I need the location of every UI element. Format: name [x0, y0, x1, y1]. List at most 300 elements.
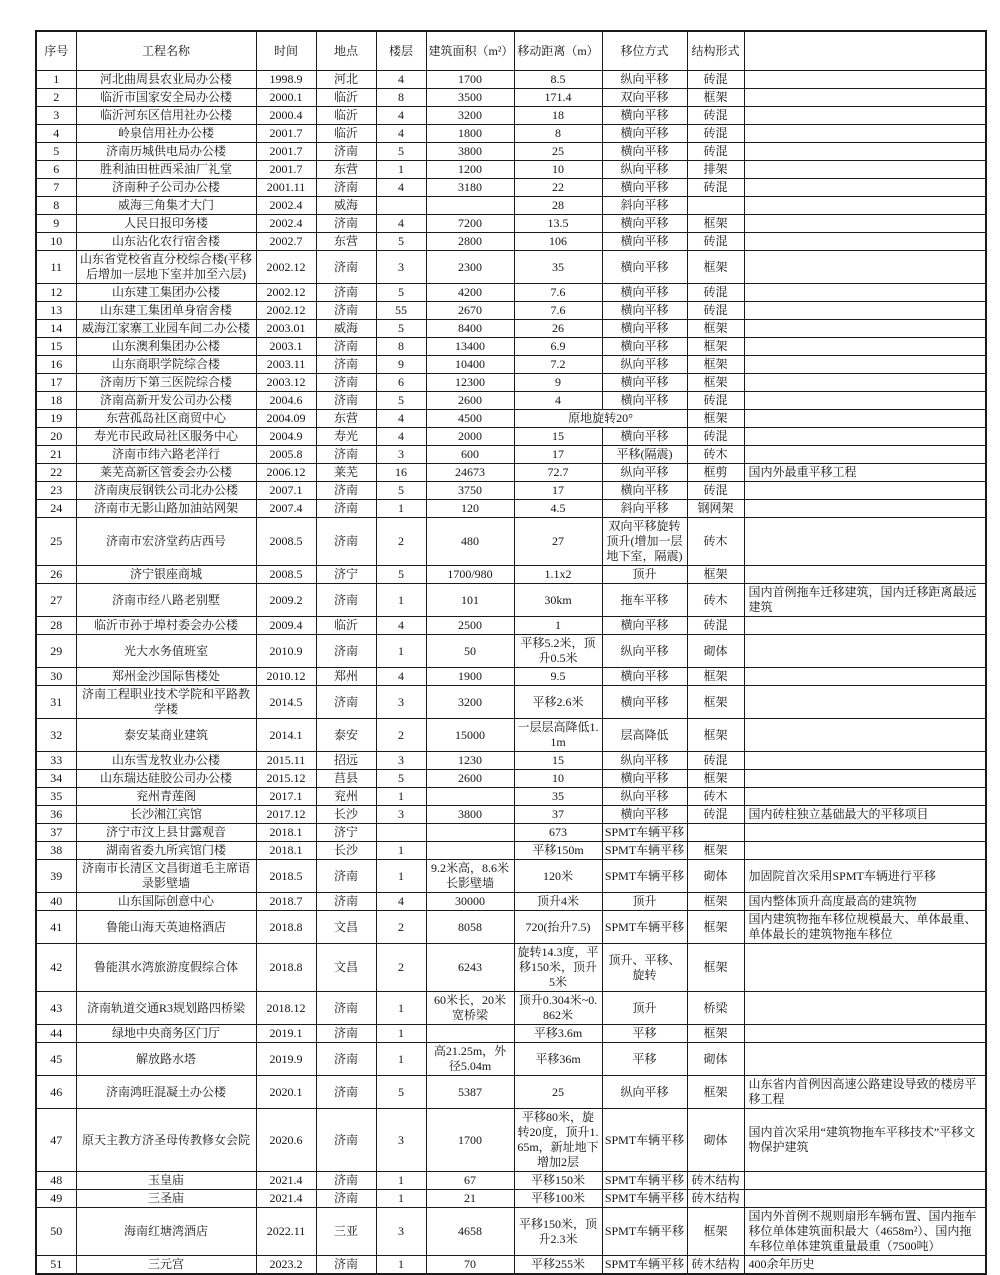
cell-name: 临沂市孙于埠村委会办公楼 [76, 617, 256, 635]
cell-floors: 1 [376, 1172, 426, 1190]
cell-name: 济南市长清区文昌街道毛主席语录影壁墙 [76, 860, 256, 893]
cell-name: 临沂河东区信用社办公楼 [76, 107, 256, 125]
cell-note: 国内外最重平移工程 [744, 464, 986, 482]
cell-distance: 30km [514, 584, 602, 617]
cell-method: 纵向平移 [602, 71, 687, 89]
cell-method: 横向平移 [602, 143, 687, 161]
cell-no: 22 [36, 464, 76, 482]
cell-no: 9 [36, 215, 76, 233]
cell-no: 37 [36, 824, 76, 842]
cell-method: 纵向平移 [602, 464, 687, 482]
cell-area [426, 842, 514, 860]
cell-place: 济宁 [316, 566, 376, 584]
cell-note: 国内首次采用“建筑物拖车平移技术”平移文物保护建筑 [744, 1109, 986, 1172]
cell-structure: 框架 [687, 686, 744, 719]
cell-distance: 1.1x2 [514, 566, 602, 584]
cell-no: 39 [36, 860, 76, 893]
cell-distance: 顶升0.304米~0.862米 [514, 992, 602, 1025]
cell-place: 济南 [316, 635, 376, 668]
cell-method: 顶升 [602, 992, 687, 1025]
cell-structure: 框架 [687, 842, 744, 860]
cell-floors: 5 [376, 143, 426, 161]
cell-structure: 框架 [687, 719, 744, 752]
cell-place: 济南 [316, 860, 376, 893]
cell-time: 2018.7 [256, 893, 316, 911]
cell-time: 2004.09 [256, 410, 316, 428]
cell-distance: 平移5.2米，顶升0.5米 [514, 635, 602, 668]
cell-time: 2002.7 [256, 233, 316, 251]
cell-floors: 2 [376, 518, 426, 566]
cell-distance: 26 [514, 320, 602, 338]
cell-area: 10400 [426, 356, 514, 374]
cell-time: 2002.12 [256, 284, 316, 302]
cell-time: 2003.1 [256, 338, 316, 356]
cell-name: 东营孤岛社区商贸中心 [76, 410, 256, 428]
cell-name: 山东省党校省直分校综合楼(平移后增加一层地下室并加至六层) [76, 251, 256, 284]
cell-floors: 5 [376, 566, 426, 584]
cell-place: 济南 [316, 1025, 376, 1043]
cell-no: 33 [36, 752, 76, 770]
cell-area: 高21.25m，外径5.04m [426, 1043, 514, 1076]
cell-method: 纵向平移 [602, 788, 687, 806]
cell-distance: 平移36m [514, 1043, 602, 1076]
cell-note: 加固院首次采用SPMT车辆进行平移 [744, 860, 986, 893]
cell-time: 2007.4 [256, 500, 316, 518]
cell-place: 济南 [316, 338, 376, 356]
cell-distance: 平移2.6米 [514, 686, 602, 719]
cell-floors: 5 [376, 284, 426, 302]
cell-method: 横向平移 [602, 233, 687, 251]
cell-no: 2 [36, 89, 76, 107]
cell-distance: 673 [514, 824, 602, 842]
table-row [36, 446, 986, 464]
cell-note [744, 842, 986, 860]
table-row [36, 668, 986, 686]
cell-method: 顶升 [602, 893, 687, 911]
cell-method: SPMT车辆平移 [602, 1190, 687, 1208]
cell-name: 莱芜高新区管委会办公楼 [76, 464, 256, 482]
cell-no: 19 [36, 410, 76, 428]
cell-structure: 框架 [687, 893, 744, 911]
cell-place: 招远 [316, 752, 376, 770]
cell-floors: 1 [376, 860, 426, 893]
cell-place: 济南 [316, 500, 376, 518]
col-header-place: 地点 [316, 31, 376, 71]
cell-area [426, 197, 514, 215]
cell-note [744, 1043, 986, 1076]
cell-time: 2019.9 [256, 1043, 316, 1076]
cell-floors: 4 [376, 668, 426, 686]
cell-note [744, 518, 986, 566]
cell-note [744, 89, 986, 107]
cell-no: 21 [36, 446, 76, 464]
table-row [36, 686, 986, 719]
cell-area: 12300 [426, 374, 514, 392]
cell-name: 玉皇庙 [76, 1172, 256, 1190]
cell-time: 2020.1 [256, 1076, 316, 1109]
cell-name: 河北曲周县农业局办公楼 [76, 71, 256, 89]
table-row [36, 143, 986, 161]
cell-distance: 106 [514, 233, 602, 251]
cell-structure: 砌体 [687, 860, 744, 893]
cell-area: 3800 [426, 143, 514, 161]
cell-method: SPMT车辆平移 [602, 860, 687, 893]
cell-distance: 9 [514, 374, 602, 392]
cell-place: 莱芜 [316, 464, 376, 482]
cell-distance: 6.9 [514, 338, 602, 356]
table-row [36, 1172, 986, 1190]
cell-floors: 1 [376, 161, 426, 179]
cell-distance: 17 [514, 446, 602, 464]
cell-distance: 35 [514, 251, 602, 284]
cell-note [744, 356, 986, 374]
cell-time: 2002.4 [256, 215, 316, 233]
cell-note [744, 233, 986, 251]
cell-distance: 120米 [514, 860, 602, 893]
cell-area: 2600 [426, 770, 514, 788]
col-header-structure: 结构形式 [687, 31, 744, 71]
cell-note [744, 992, 986, 1025]
cell-distance: 7.2 [514, 356, 602, 374]
col-header-floors: 楼层 [376, 31, 426, 71]
cell-floors: 3 [376, 446, 426, 464]
cell-place: 长沙 [316, 842, 376, 860]
cell-area [426, 788, 514, 806]
cell-no: 4 [36, 125, 76, 143]
cell-distance: 10 [514, 161, 602, 179]
table-row [36, 860, 986, 893]
cell-structure: 框架 [687, 320, 744, 338]
cell-no: 51 [36, 1256, 76, 1275]
table-row [36, 89, 986, 107]
cell-place: 济南 [316, 893, 376, 911]
cell-area [426, 824, 514, 842]
cell-floors: 9 [376, 356, 426, 374]
cell-area: 101 [426, 584, 514, 617]
cell-structure: 框架 [687, 944, 744, 992]
col-header-time: 时间 [256, 31, 316, 71]
cell-no: 10 [36, 233, 76, 251]
cell-name: 郑州金沙国际售楼处 [76, 668, 256, 686]
cell-place: 济南 [316, 584, 376, 617]
cell-no: 44 [36, 1025, 76, 1043]
cell-time: 2018.5 [256, 860, 316, 893]
cell-note [744, 668, 986, 686]
cell-floors: 3 [376, 251, 426, 284]
cell-distance: 72.7 [514, 464, 602, 482]
cell-floors: 1 [376, 1256, 426, 1275]
cell-floors: 5 [376, 392, 426, 410]
cell-time: 2014.1 [256, 719, 316, 752]
cell-area: 1700 [426, 71, 514, 89]
cell-note [744, 770, 986, 788]
cell-note [744, 752, 986, 770]
cell-floors: 8 [376, 89, 426, 107]
cell-distance: 10 [514, 770, 602, 788]
cell-method: SPMT车辆平移 [602, 1208, 687, 1256]
cell-floors: 8 [376, 338, 426, 356]
cell-place: 济南 [316, 1172, 376, 1190]
cell-floors: 2 [376, 911, 426, 944]
cell-area: 13400 [426, 338, 514, 356]
cell-distance: 27 [514, 518, 602, 566]
cell-no: 15 [36, 338, 76, 356]
cell-area: 8400 [426, 320, 514, 338]
cell-time: 2015.12 [256, 770, 316, 788]
cell-place: 济南 [316, 1043, 376, 1076]
cell-structure: 砖混 [687, 806, 744, 824]
cell-note [744, 566, 986, 584]
cell-structure: 框架 [687, 338, 744, 356]
cell-no: 5 [36, 143, 76, 161]
cell-no: 1 [36, 71, 76, 89]
cell-method: SPMT车辆平移 [602, 842, 687, 860]
cell-note [744, 1190, 986, 1208]
cell-place: 临沂 [316, 617, 376, 635]
table-row [36, 374, 986, 392]
cell-time: 2017.12 [256, 806, 316, 824]
cell-no: 50 [36, 1208, 76, 1256]
cell-floors: 1 [376, 1025, 426, 1043]
cell-floors: 4 [376, 893, 426, 911]
cell-note [744, 788, 986, 806]
cell-time: 2004.9 [256, 428, 316, 446]
cell-time: 2022.11 [256, 1208, 316, 1256]
cell-distance: 原地旋转20° [514, 410, 687, 428]
cell-structure: 框架 [687, 215, 744, 233]
table-row [36, 1208, 986, 1256]
cell-distance: 平移150米 [514, 1172, 602, 1190]
cell-structure: 框架 [687, 1076, 744, 1109]
table-row [36, 806, 986, 824]
cell-no: 27 [36, 584, 76, 617]
cell-area: 2800 [426, 233, 514, 251]
cell-time: 2008.5 [256, 566, 316, 584]
cell-method: 平移(隔震) [602, 446, 687, 464]
cell-time: 2004.6 [256, 392, 316, 410]
table-row [36, 338, 986, 356]
cell-structure: 砖混 [687, 752, 744, 770]
cell-area: 600 [426, 446, 514, 464]
cell-structure: 砖混 [687, 71, 744, 89]
table-row [36, 635, 986, 668]
cell-area: 67 [426, 1172, 514, 1190]
cell-place: 临沂 [316, 125, 376, 143]
cell-distance: 171.4 [514, 89, 602, 107]
cell-time: 2002.12 [256, 302, 316, 320]
cell-place: 泰安 [316, 719, 376, 752]
table-row [36, 770, 986, 788]
table-row [36, 944, 986, 992]
cell-place: 郑州 [316, 668, 376, 686]
cell-note: 山东省内首例因高速公路建设导致的楼房平移工程 [744, 1076, 986, 1109]
cell-structure: 砖混 [687, 392, 744, 410]
cell-distance: 25 [514, 143, 602, 161]
cell-floors: 55 [376, 302, 426, 320]
cell-name: 岭泉信用社办公楼 [76, 125, 256, 143]
cell-structure: 砖混 [687, 284, 744, 302]
cell-name: 济南市无影山路加油站网架 [76, 500, 256, 518]
cell-distance: 15 [514, 428, 602, 446]
cell-floors: 1 [376, 635, 426, 668]
cell-place: 济南 [316, 356, 376, 374]
cell-floors: 16 [376, 464, 426, 482]
cell-place: 文昌 [316, 911, 376, 944]
cell-time: 2018.8 [256, 911, 316, 944]
cell-area: 21 [426, 1190, 514, 1208]
cell-time: 2000.4 [256, 107, 316, 125]
cell-area: 1200 [426, 161, 514, 179]
cell-distance: 9.5 [514, 668, 602, 686]
cell-structure: 砖混 [687, 428, 744, 446]
cell-no: 42 [36, 944, 76, 992]
cell-structure: 框架 [687, 668, 744, 686]
cell-area: 8058 [426, 911, 514, 944]
cell-area: 7200 [426, 215, 514, 233]
cell-floors [376, 197, 426, 215]
cell-place: 济南 [316, 251, 376, 284]
cell-distance: 4.5 [514, 500, 602, 518]
cell-note: 国内首例拖车迁移建筑，国内迁移距离最远建筑 [744, 584, 986, 617]
cell-structure: 砖木 [687, 446, 744, 464]
cell-floors: 1 [376, 1190, 426, 1208]
cell-time: 2007.1 [256, 482, 316, 500]
cell-floors: 4 [376, 107, 426, 125]
cell-name: 济南历城供电局办公楼 [76, 143, 256, 161]
cell-time: 2001.7 [256, 143, 316, 161]
cell-area: 1900 [426, 668, 514, 686]
cell-structure: 框架 [687, 410, 744, 428]
cell-no: 6 [36, 161, 76, 179]
cell-time: 2018.1 [256, 824, 316, 842]
cell-area: 2670 [426, 302, 514, 320]
cell-floors: 4 [376, 428, 426, 446]
cell-name: 兖州青莲阁 [76, 788, 256, 806]
cell-no: 26 [36, 566, 76, 584]
cell-method: 横向平移 [602, 251, 687, 284]
table-row [36, 893, 986, 911]
cell-distance: 旋转14.3度，平移150米，顶升5米 [514, 944, 602, 992]
cell-place: 济南 [316, 1109, 376, 1172]
cell-name: 鲁能山海天英迪格酒店 [76, 911, 256, 944]
cell-distance: 37 [514, 806, 602, 824]
cell-name: 济南高新开发公司办公楼 [76, 392, 256, 410]
cell-floors: 4 [376, 179, 426, 197]
cell-area: 480 [426, 518, 514, 566]
cell-no: 41 [36, 911, 76, 944]
cell-area: 4500 [426, 410, 514, 428]
cell-name: 山东建工集团办公楼 [76, 284, 256, 302]
cell-area: 1700 [426, 1109, 514, 1172]
cell-time: 2015.11 [256, 752, 316, 770]
cell-name: 济南种子公司办公楼 [76, 179, 256, 197]
table-row [36, 788, 986, 806]
cell-name: 山东澳利集团办公楼 [76, 338, 256, 356]
cell-time: 2001.7 [256, 161, 316, 179]
cell-no: 18 [36, 392, 76, 410]
cell-no: 45 [36, 1043, 76, 1076]
cell-area: 24673 [426, 464, 514, 482]
cell-distance: 18 [514, 107, 602, 125]
cell-method: 横向平移 [602, 686, 687, 719]
cell-floors: 5 [376, 482, 426, 500]
cell-time: 2009.4 [256, 617, 316, 635]
cell-floors: 4 [376, 71, 426, 89]
table-row [36, 584, 986, 617]
cell-method: 横向平移 [602, 338, 687, 356]
table-row [36, 617, 986, 635]
cell-floors: 1 [376, 992, 426, 1025]
cell-name: 胜利油田桩西采油厂礼堂 [76, 161, 256, 179]
cell-place: 临沂 [316, 107, 376, 125]
cell-structure: 钢网架 [687, 500, 744, 518]
cell-place: 济南 [316, 143, 376, 161]
cell-area: 1700/980 [426, 566, 514, 584]
cell-time: 2009.2 [256, 584, 316, 617]
table-row [36, 197, 986, 215]
cell-floors: 3 [376, 1109, 426, 1172]
cell-place: 东营 [316, 233, 376, 251]
table-row [36, 302, 986, 320]
cell-no: 38 [36, 842, 76, 860]
cell-place: 济南 [316, 392, 376, 410]
cell-place: 济南 [316, 1256, 376, 1275]
cell-method: 横向平移 [602, 107, 687, 125]
table-row [36, 1109, 986, 1172]
cell-place: 济南 [316, 482, 376, 500]
cell-name: 光大水务值班室 [76, 635, 256, 668]
cell-floors: 5 [376, 770, 426, 788]
cell-no: 30 [36, 668, 76, 686]
cell-note [744, 302, 986, 320]
cell-note [744, 161, 986, 179]
cell-no: 48 [36, 1172, 76, 1190]
cell-name: 山东雪龙牧业办公楼 [76, 752, 256, 770]
cell-structure: 框架 [687, 911, 744, 944]
cell-distance: 7.6 [514, 302, 602, 320]
col-header-method: 移位方式 [602, 31, 687, 71]
cell-note: 国内外首例不规则扇形车辆布置、国内拖车移位单体建筑面积最大（4658m²）、国内拖车移位单体建筑重量最重（7500吨） [744, 1208, 986, 1256]
cell-name: 济南市纬六路老洋行 [76, 446, 256, 464]
cell-distance: 4 [514, 392, 602, 410]
cell-note: 国内整体顶升高度最高的建筑物 [744, 893, 986, 911]
col-header-no: 序号 [36, 31, 76, 71]
table-row [36, 215, 986, 233]
cell-no: 23 [36, 482, 76, 500]
cell-area: 120 [426, 500, 514, 518]
cell-floors: 3 [376, 752, 426, 770]
cell-method: 横向平移 [602, 392, 687, 410]
cell-note [744, 410, 986, 428]
cell-method: 拖车平移 [602, 584, 687, 617]
table-row [36, 179, 986, 197]
cell-floors [376, 824, 426, 842]
cell-structure: 砖木 [687, 584, 744, 617]
cell-no: 12 [36, 284, 76, 302]
cell-note [744, 215, 986, 233]
cell-method: 横向平移 [602, 215, 687, 233]
table-row [36, 500, 986, 518]
cell-name: 海南红塘湾酒店 [76, 1208, 256, 1256]
cell-structure: 砌体 [687, 1109, 744, 1172]
cell-no: 47 [36, 1109, 76, 1172]
cell-structure: 砖混 [687, 302, 744, 320]
cell-name: 威海江家寨工业园车间二办公楼 [76, 320, 256, 338]
table-row [36, 251, 986, 284]
cell-note [744, 71, 986, 89]
cell-no: 34 [36, 770, 76, 788]
cell-distance: 1 [514, 617, 602, 635]
